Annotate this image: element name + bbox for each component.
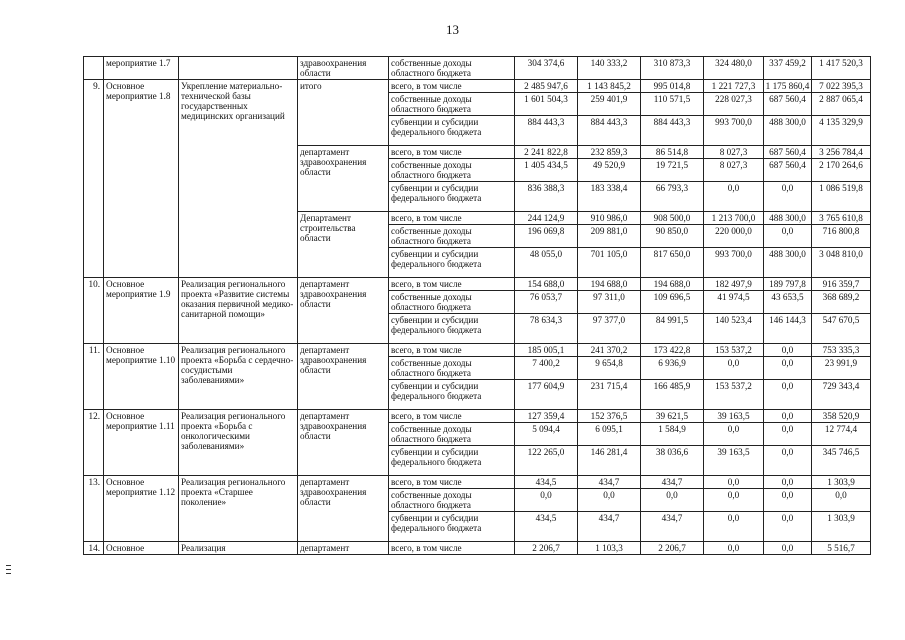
table-row xyxy=(84,410,871,423)
funding-source-cell: субвенции и субсидии федерального бюджета xyxy=(389,446,515,476)
measure-cell: Основное мероприятие 1.10 xyxy=(104,344,179,410)
value-cell: 488 300,0 xyxy=(764,248,812,278)
measure-cell: мероприятие 1.7 xyxy=(104,57,179,80)
value-cell: 0,0 xyxy=(764,344,812,357)
total-cell: 1 086 519,8 xyxy=(812,182,871,212)
funding-source-cell: всего, в том числе xyxy=(389,80,515,93)
value-cell: 173 422,8 xyxy=(641,344,704,357)
total-cell: 0,0 xyxy=(812,489,871,512)
funding-source-cell: субвенции и субсидии федерального бюджета xyxy=(389,380,515,410)
table-row xyxy=(84,542,871,555)
total-cell: 12 774,4 xyxy=(812,423,871,446)
value-cell: 1 175 860,4 xyxy=(764,80,812,93)
executor-cell: департамент здравоохранения области xyxy=(298,410,389,476)
value-cell: 2 485 947,6 xyxy=(515,80,578,93)
value-cell: 196 069,8 xyxy=(515,225,578,248)
measure-cell: Основное мероприятие 1.8 xyxy=(104,80,179,278)
value-cell: 122 265,0 xyxy=(515,446,578,476)
value-cell: 0,0 xyxy=(764,182,812,212)
value-cell: 434,7 xyxy=(641,512,704,542)
total-cell: 2 887 065,4 xyxy=(812,93,871,116)
value-cell: 109 696,5 xyxy=(641,291,704,314)
row-number-cell: 9. xyxy=(84,80,104,278)
value-cell: 1 213 700,0 xyxy=(704,212,764,225)
value-cell: 0,0 xyxy=(578,489,641,512)
measure-cell: Основное мероприятие 1.11 xyxy=(104,410,179,476)
value-cell: 434,7 xyxy=(578,512,641,542)
value-cell: 0,0 xyxy=(764,357,812,380)
margin-mark xyxy=(6,573,11,574)
measure-title-cell: Реализация регионального проекта «Старшее поколение» xyxy=(179,476,298,542)
value-cell: 0,0 xyxy=(764,476,812,489)
value-cell: 884 443,3 xyxy=(578,116,641,146)
value-cell: 66 793,3 xyxy=(641,182,704,212)
value-cell: 884 443,3 xyxy=(515,116,578,146)
value-cell: 76 053,7 xyxy=(515,291,578,314)
table-row xyxy=(84,80,871,93)
value-cell: 0,0 xyxy=(704,489,764,512)
funding-source-cell: всего, в том числе xyxy=(389,278,515,291)
value-cell: 194 688,0 xyxy=(578,278,641,291)
executor-cell: Департамент строительства области xyxy=(298,212,389,278)
total-cell: 345 746,5 xyxy=(812,446,871,476)
value-cell: 5 094,4 xyxy=(515,423,578,446)
value-cell: 836 388,3 xyxy=(515,182,578,212)
value-cell: 1 584,9 xyxy=(641,423,704,446)
value-cell: 1 405 434,5 xyxy=(515,159,578,182)
total-cell: 23 991,9 xyxy=(812,357,871,380)
executor-cell: здравоохранения области xyxy=(298,57,389,80)
table-row xyxy=(84,57,871,69)
table-row xyxy=(84,476,871,489)
value-cell: 0,0 xyxy=(704,182,764,212)
budget-table xyxy=(83,56,871,555)
value-cell: 0,0 xyxy=(704,512,764,542)
value-cell: 687 560,4 xyxy=(764,93,812,116)
total-cell: 368 689,2 xyxy=(812,291,871,314)
executor-cell: департамент здравоохранения области xyxy=(298,344,389,410)
value-cell: 182 497,9 xyxy=(704,278,764,291)
funding-source-cell: всего, в том числе xyxy=(389,344,515,357)
executor-cell: итого xyxy=(298,80,389,146)
total-cell: 5 516,7 xyxy=(812,542,871,555)
total-cell: 916 359,7 xyxy=(812,278,871,291)
value-cell: 304 374,6 xyxy=(515,57,578,80)
value-cell: 488 300,0 xyxy=(764,212,812,225)
measure-title-cell: Укрепление материально-технической базы государственных медицинских организаций xyxy=(179,80,298,278)
funding-source-cell: субвенции и субсидии федерального бюджета xyxy=(389,512,515,542)
page-number: 13 xyxy=(446,22,459,37)
value-cell: 177 604,9 xyxy=(515,380,578,410)
funding-source-cell: собственные доходы областного бюджета xyxy=(389,357,515,380)
value-cell: 817 650,0 xyxy=(641,248,704,278)
value-cell: 244 124,9 xyxy=(515,212,578,225)
value-cell: 97 377,0 xyxy=(578,314,641,344)
value-cell: 0,0 xyxy=(704,423,764,446)
value-cell: 9 654,8 xyxy=(578,357,641,380)
row-number-cell: 11. xyxy=(84,344,104,410)
funding-source-cell: собственные доходы областного бюджета xyxy=(389,423,515,446)
value-cell: 701 105,0 xyxy=(578,248,641,278)
value-cell: 78 634,3 xyxy=(515,314,578,344)
value-cell: 0,0 xyxy=(764,512,812,542)
total-cell: 716 800,8 xyxy=(812,225,871,248)
measure-cell: Основное xyxy=(104,542,179,555)
total-cell: 3 256 784,4 xyxy=(812,146,871,159)
measure-title-cell: Реализация регионального проекта «Борьба с онкологическими заболеваниями» xyxy=(179,410,298,476)
value-cell: 86 514,8 xyxy=(641,146,704,159)
value-cell: 39 163,5 xyxy=(704,446,764,476)
funding-source-cell: всего, в том числе xyxy=(389,410,515,423)
value-cell: 488 300,0 xyxy=(764,116,812,146)
value-cell: 908 500,0 xyxy=(641,212,704,225)
value-cell: 0,0 xyxy=(764,380,812,410)
value-cell: 48 055,0 xyxy=(515,248,578,278)
value-cell: 183 338,4 xyxy=(578,182,641,212)
value-cell: 884 443,3 xyxy=(641,116,704,146)
funding-source-cell: собственные доходы областного бюджета xyxy=(389,225,515,248)
value-cell: 39 621,5 xyxy=(641,410,704,423)
value-cell: 189 797,8 xyxy=(764,278,812,291)
row-number-cell: 12. xyxy=(84,410,104,476)
measure-title-cell: Реализация регионального проекта «Развитие системы оказания первичной медико-санитарной помощи» xyxy=(179,278,298,344)
value-cell: 0,0 xyxy=(704,476,764,489)
funding-source-cell: субвенции и субсидии федерального бюджета xyxy=(389,182,515,212)
value-cell: 2 206,7 xyxy=(515,542,578,555)
measure-cell: Основное мероприятие 1.9 xyxy=(104,278,179,344)
value-cell: 152 376,5 xyxy=(578,410,641,423)
total-cell: 547 670,5 xyxy=(812,314,871,344)
value-cell: 0,0 xyxy=(764,410,812,423)
value-cell: 49 520,9 xyxy=(578,159,641,182)
value-cell: 146 144,3 xyxy=(764,314,812,344)
value-cell: 0,0 xyxy=(704,542,764,555)
value-cell: 337 459,2 xyxy=(764,57,812,80)
total-cell: 1 303,9 xyxy=(812,476,871,489)
value-cell: 0,0 xyxy=(704,357,764,380)
executor-cell: департамент xyxy=(298,542,389,555)
value-cell: 1 221 727,3 xyxy=(704,80,764,93)
value-cell: 231 715,4 xyxy=(578,380,641,410)
total-cell: 3 765 610,8 xyxy=(812,212,871,225)
value-cell: 0,0 xyxy=(641,489,704,512)
value-cell: 1 143 845,2 xyxy=(578,80,641,93)
value-cell: 127 359,4 xyxy=(515,410,578,423)
value-cell: 6 095,1 xyxy=(578,423,641,446)
value-cell: 8 027,3 xyxy=(704,146,764,159)
row-number-cell: 14. xyxy=(84,542,104,555)
value-cell: 310 873,3 xyxy=(641,57,704,80)
total-cell: 753 335,3 xyxy=(812,344,871,357)
value-cell: 434,7 xyxy=(641,476,704,489)
value-cell: 110 571,5 xyxy=(641,93,704,116)
funding-source-cell: всего, в том числе xyxy=(389,476,515,489)
value-cell: 166 485,9 xyxy=(641,380,704,410)
row-number-cell: 13. xyxy=(84,476,104,542)
value-cell: 434,5 xyxy=(515,512,578,542)
value-cell: 97 311,0 xyxy=(578,291,641,314)
measure-title-cell xyxy=(179,57,298,80)
measure-cell: Основное мероприятие 1.12 xyxy=(104,476,179,542)
funding-source-cell: собственные доходы областного бюджета xyxy=(389,159,515,182)
executor-cell: департамент здравоохранения области xyxy=(298,146,389,212)
total-cell: 1 303,9 xyxy=(812,512,871,542)
value-cell: 1 103,3 xyxy=(578,542,641,555)
value-cell: 146 281,4 xyxy=(578,446,641,476)
total-cell: 7 022 395,3 xyxy=(812,80,871,93)
value-cell: 209 881,0 xyxy=(578,225,641,248)
value-cell: 38 036,6 xyxy=(641,446,704,476)
funding-source-cell: всего, в том числе xyxy=(389,212,515,225)
total-cell: 1 417 520,3 xyxy=(812,57,871,80)
value-cell: 43 653,5 xyxy=(764,291,812,314)
value-cell: 90 850,0 xyxy=(641,225,704,248)
value-cell: 0,0 xyxy=(764,446,812,476)
value-cell: 2 206,7 xyxy=(641,542,704,555)
value-cell: 84 991,5 xyxy=(641,314,704,344)
funding-source-cell: субвенции и субсидии федерального бюджета xyxy=(389,116,515,146)
value-cell: 0,0 xyxy=(515,489,578,512)
value-cell: 434,5 xyxy=(515,476,578,489)
value-cell: 220 000,0 xyxy=(704,225,764,248)
value-cell: 6 936,9 xyxy=(641,357,704,380)
value-cell: 434,7 xyxy=(578,476,641,489)
row-number-cell xyxy=(84,57,104,80)
value-cell: 140 523,4 xyxy=(704,314,764,344)
value-cell: 993 700,0 xyxy=(704,116,764,146)
funding-source-cell: всего, в том числе xyxy=(389,542,515,555)
value-cell: 154 688,0 xyxy=(515,278,578,291)
funding-source-cell: собственные доходы областного бюджета xyxy=(389,93,515,116)
margin-mark xyxy=(6,569,11,570)
measure-title-cell: Реализация регионального проекта «Борьба с сердечно-сосудистыми заболеваниями» xyxy=(179,344,298,410)
funding-source-cell: собственные доходы областного бюджета xyxy=(389,291,515,314)
value-cell: 8 027,3 xyxy=(704,159,764,182)
total-cell: 358 520,9 xyxy=(812,410,871,423)
value-cell: 1 601 504,3 xyxy=(515,93,578,116)
executor-cell: департамент здравоохранения области xyxy=(298,476,389,542)
value-cell: 153 537,2 xyxy=(704,380,764,410)
value-cell: 19 721,5 xyxy=(641,159,704,182)
measure-title-cell: Реализация xyxy=(179,542,298,555)
value-cell: 687 560,4 xyxy=(764,146,812,159)
value-cell: 0,0 xyxy=(764,423,812,446)
value-cell: 2 241 822,8 xyxy=(515,146,578,159)
funding-source-cell: собственные доходы областного бюджета xyxy=(389,57,515,80)
value-cell: 39 163,5 xyxy=(704,410,764,423)
funding-source-cell: субвенции и субсидии федерального бюджета xyxy=(389,314,515,344)
table-row xyxy=(84,344,871,357)
total-cell: 4 135 329,9 xyxy=(812,116,871,146)
funding-source-cell: субвенции и субсидии федерального бюджета xyxy=(389,248,515,278)
value-cell: 0,0 xyxy=(764,225,812,248)
value-cell: 910 986,0 xyxy=(578,212,641,225)
funding-source-cell: собственные доходы областного бюджета xyxy=(389,489,515,512)
value-cell: 153 537,2 xyxy=(704,344,764,357)
executor-cell: департамент здравоохранения области xyxy=(298,278,389,344)
value-cell: 7 400,2 xyxy=(515,357,578,380)
margin-mark xyxy=(6,565,11,566)
value-cell: 232 859,3 xyxy=(578,146,641,159)
value-cell: 259 401,9 xyxy=(578,93,641,116)
value-cell: 324 480,0 xyxy=(704,57,764,80)
value-cell: 228 027,3 xyxy=(704,93,764,116)
value-cell: 0,0 xyxy=(764,489,812,512)
table-row xyxy=(84,278,871,291)
total-cell: 729 343,4 xyxy=(812,380,871,410)
total-cell: 2 170 264,6 xyxy=(812,159,871,182)
value-cell: 140 333,2 xyxy=(578,57,641,80)
total-cell: 3 048 810,0 xyxy=(812,248,871,278)
funding-source-cell: всего, в том числе xyxy=(389,146,515,159)
value-cell: 194 688,0 xyxy=(641,278,704,291)
row-number-cell: 10. xyxy=(84,278,104,344)
value-cell: 993 700,0 xyxy=(704,248,764,278)
value-cell: 687 560,4 xyxy=(764,159,812,182)
value-cell: 41 974,5 xyxy=(704,291,764,314)
value-cell: 0,0 xyxy=(764,542,812,555)
value-cell: 995 014,8 xyxy=(641,80,704,93)
value-cell: 185 005,1 xyxy=(515,344,578,357)
value-cell: 241 370,2 xyxy=(578,344,641,357)
